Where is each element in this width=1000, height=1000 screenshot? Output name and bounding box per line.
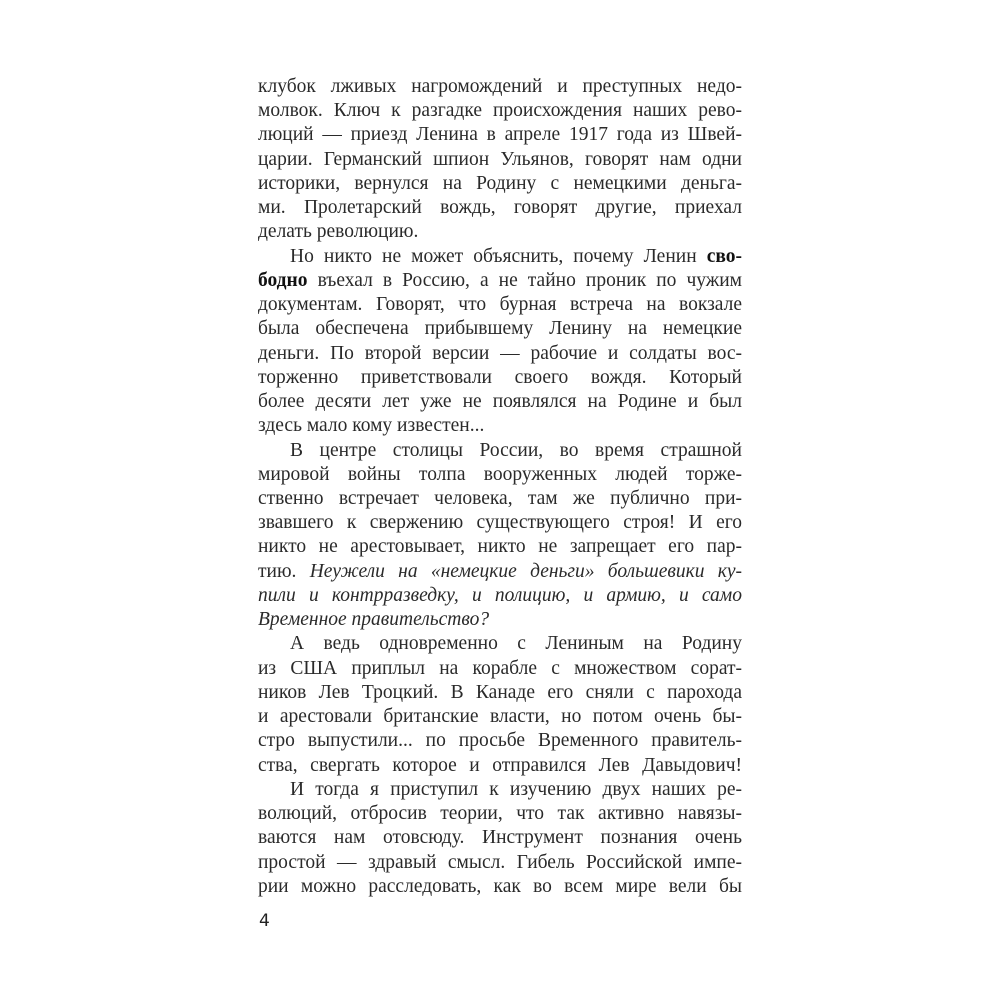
text-line: [258, 366, 742, 390]
text-segment: простой — здравый смысл. Гибель Российской импе-: [258, 851, 742, 873]
text-segment: деньги. По второй версии — рабочие и солдаты вос-: [258, 342, 742, 364]
text-segment: клубок лживых нагромождений и преступных недо-: [258, 76, 742, 97]
text-line: [258, 511, 742, 535]
text-line: [258, 826, 742, 850]
text-line: [258, 608, 742, 632]
text-line: [258, 196, 742, 220]
text-segment: была обеспечена прибывшему Ленину на немецкие: [258, 318, 742, 340]
text-line: [258, 439, 742, 463]
text-line: [258, 172, 742, 196]
text-segment: более десяти лет уже не появлялся на Родине и был: [258, 391, 742, 413]
text-segment: Но никто не может объяснить, почему Ленин: [290, 245, 707, 267]
text-line: [258, 148, 742, 172]
text-segment: здесь мало кому известен...: [258, 415, 485, 437]
text-line: [258, 269, 742, 293]
italic-text: Временное правительство?: [258, 609, 490, 631]
text-line: [258, 851, 742, 875]
text-line: [258, 657, 742, 681]
text-segment: молвок. Ключ к разгадке происхождения наших рево-: [258, 100, 742, 122]
text-line: [258, 584, 742, 608]
text-line: [258, 75, 742, 99]
bold-text: бодно: [258, 269, 308, 291]
text-segment: документам. Говорят, что бурная встреча на вокзале: [258, 294, 742, 316]
text-segment: В центре столицы России, во время страшной: [290, 439, 742, 461]
text-segment: торженно приветствовали своего вождя. Который: [258, 366, 742, 388]
italic-text: пили и контрразведку, и полицию, и армию, и само: [258, 584, 742, 606]
text-line: [258, 729, 742, 753]
text-segment: волюций, отбросив теории, что так активно навязы-: [258, 803, 742, 825]
text-line: [258, 632, 742, 656]
text-segment: ства, свергать которое и отправился Лев Давыдович!: [258, 754, 742, 776]
text-segment: рии можно расследовать, как во всем мире вели бы: [258, 875, 742, 897]
text-line: [258, 681, 742, 705]
text-segment: мировой войны толпа вооруженных людей торже-: [258, 463, 742, 485]
text-line: [258, 293, 742, 317]
text-line: [258, 220, 742, 244]
text-segment: А ведь одновременно с Лениным на Родину: [290, 633, 742, 655]
text-segment: из США приплыл на корабле с множеством сорат-: [258, 657, 742, 679]
text-line: [258, 487, 742, 511]
text-line: [258, 802, 742, 826]
text-line: [258, 245, 742, 269]
text-line: [258, 778, 742, 802]
text-segment: делать революцию.: [258, 221, 419, 243]
text-line: [258, 390, 742, 414]
text-segment: И тогда я приступил к изучению двух наших ре-: [290, 778, 742, 800]
text-line: [258, 463, 742, 487]
text-segment: стро выпустили... по просьбе Временного правитель-: [258, 730, 742, 752]
text-line: [258, 414, 742, 438]
text-segment: и арестовали британские власти, но потом очень бы-: [258, 706, 742, 728]
page-number: 4: [259, 911, 270, 931]
text-line: [258, 560, 742, 584]
text-segment: историки, вернулся на Родину с немецкими деньга-: [258, 172, 742, 194]
italic-text: Неужели на «немецкие деньги» большевики ку-: [309, 560, 742, 582]
text-segment: люций — приезд Ленина в апреле 1917 года из Швей-: [258, 124, 742, 146]
text-segment: ми. Пролетарский вождь, говорят другие, приехал: [258, 197, 742, 219]
text-line: [258, 123, 742, 147]
text-line: [258, 342, 742, 366]
text-line: [258, 317, 742, 341]
text-segment: ственно встречает человека, там же публично при-: [258, 487, 742, 509]
text-line: [258, 875, 742, 899]
text-line: [258, 705, 742, 729]
text-segment: звавшего к свержению существующего строя! И его: [258, 512, 742, 534]
text-segment: ников Лев Троцкий. В Канаде его сняли с парохода: [258, 681, 742, 703]
bold-text: сво-: [706, 245, 742, 267]
text-segment: ваются нам отовсюду. Инструмент познания очень: [258, 827, 742, 849]
text-segment: царии. Германский шпион Ульянов, говорят нам одни: [258, 148, 742, 170]
text-line: [258, 754, 742, 778]
text-segment: въехал в Россию, а не тайно проник по чужим: [307, 269, 742, 291]
text-segment: никто не арестовывает, никто не запрещает его пар-: [258, 536, 742, 558]
text-line: [258, 535, 742, 559]
body-text: [258, 75, 742, 899]
text-line: [258, 99, 742, 123]
text-segment: тию.: [258, 560, 310, 582]
